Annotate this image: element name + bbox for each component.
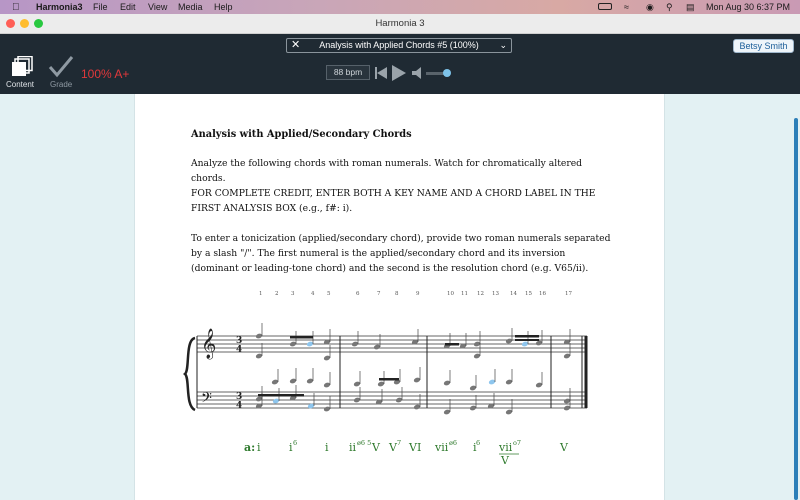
menu-file[interactable]: File (93, 2, 108, 12)
analysis-9: i (473, 441, 477, 454)
window-title: Harmonia 3 (375, 18, 425, 29)
key-label: a: (244, 441, 256, 454)
analysis-2-figure: 6 (293, 439, 298, 447)
analysis-4: ii (349, 441, 357, 454)
beat-number: 15 (525, 291, 532, 297)
user-button[interactable]: Betsy Smith (733, 39, 794, 53)
time-signature-bottom: 4 (236, 345, 243, 355)
apple-icon[interactable] (12, 2, 20, 13)
document-selector[interactable] (286, 38, 512, 53)
analysis-12: V (560, 441, 568, 454)
analysis-7: VI (409, 441, 422, 454)
menu-view[interactable]: View (148, 2, 168, 12)
volume-slider-thumb[interactable] (443, 69, 451, 77)
analysis-9-figure: 6 (476, 439, 481, 447)
document-page (134, 94, 665, 500)
window-titlebar (0, 14, 800, 34)
bass-staff (197, 392, 587, 408)
analysis-1: i (257, 441, 261, 454)
control-center-icon[interactable]: ▤ (686, 2, 695, 12)
content-icon (10, 56, 34, 78)
beat-number: 14 (510, 291, 517, 297)
menu-media[interactable]: Media (178, 2, 203, 12)
beat-number: 4 (311, 291, 315, 297)
beat-number: 1 (259, 291, 263, 297)
play-icon[interactable] (391, 64, 407, 82)
beat-number: 13 (492, 291, 499, 297)
analysis-5: V (372, 441, 380, 454)
beat-number: 2 (275, 291, 279, 297)
analysis-4-figure: ø6 5 (357, 439, 372, 447)
analysis-6: V (389, 441, 397, 454)
app-menu[interactable]: Harmonia3 (36, 2, 83, 12)
wifi-icon[interactable]: ≈ (624, 2, 629, 12)
score-value: 100% A+ (81, 67, 130, 81)
bass-clef-icon: 𝄢 (201, 390, 212, 410)
analysis-10: vii (499, 441, 513, 454)
beat-numbers (259, 291, 572, 297)
volume-slider[interactable] (426, 72, 450, 75)
beat-number: 17 (565, 291, 572, 297)
app-toolbar (0, 34, 800, 94)
beat-number: 11 (461, 291, 468, 297)
instruction-1: Analyze the following chords with roman numerals. Watch for chromatically altered chords. (191, 158, 583, 184)
treble-clef-icon: 𝄞 (201, 329, 217, 359)
menu-edit[interactable]: Edit (120, 2, 136, 12)
beat-number: 16 (539, 291, 546, 297)
battery-icon[interactable] (598, 3, 612, 10)
instruction-2: FOR COMPLETE CREDIT, ENTER BOTH A KEY NAME AND A CHORD LABEL IN THE FIRST ANALYSIS BOX (e.g., f#: i). (191, 188, 596, 214)
time-signature-top: 3 (236, 336, 243, 346)
system-brace (185, 338, 195, 410)
analysis-11: V (501, 454, 509, 467)
menu-bar (0, 0, 800, 14)
document-heading: Analysis with Applied/Secondary Chords (191, 129, 412, 140)
chevron-down-icon[interactable]: ⌄ (499, 40, 507, 50)
beat-number: 8 (395, 291, 399, 297)
analysis-8: vii (435, 441, 449, 454)
music-score (135, 284, 666, 474)
zoom-window-button[interactable] (34, 19, 43, 28)
analysis-6-figure: 7 (397, 439, 402, 447)
close-window-button[interactable] (6, 19, 15, 28)
volume-icon[interactable] (412, 67, 424, 79)
analysis-2: i (289, 441, 293, 454)
beat-number: 5 (327, 291, 331, 297)
grade-button[interactable] (48, 56, 76, 90)
instruction-3: To enter a tonicization (applied/secondary chord), provide two roman numerals separated by a slash "/". The first numeral is the applied/secondary chord and its inversion (dominant or leading-tone chord) and the second is the resolution chord (e.g. V65/ii). (191, 233, 611, 274)
roman-numeral-analysis (244, 439, 569, 467)
treble-staff (197, 336, 587, 352)
minimize-window-button[interactable] (20, 19, 29, 28)
beat-number: 10 (447, 291, 454, 297)
beat-number: 6 (356, 291, 360, 297)
skip-back-icon[interactable] (374, 66, 388, 80)
barlines (197, 336, 586, 408)
content-label: Content (6, 80, 35, 89)
beat-number: 3 (291, 291, 295, 297)
analysis-8-figure: ø6 (449, 439, 458, 447)
clock[interactable]: Mon Aug 30 6:37 PM (706, 2, 791, 12)
search-icon[interactable]: ⚲ (666, 2, 673, 12)
checkmark-icon (48, 56, 74, 78)
vertical-scrollbar[interactable] (794, 118, 798, 500)
grade-label: Grade (50, 80, 73, 89)
time-signature-bottom: 4 (236, 401, 243, 411)
analysis-3: i (325, 441, 329, 454)
beat-number: 12 (477, 291, 484, 297)
menu-help[interactable]: Help (214, 2, 233, 12)
close-document-icon[interactable]: ✕ (291, 39, 301, 51)
content-button[interactable] (6, 56, 38, 90)
tempo-field[interactable]: 88 bpm (326, 65, 370, 80)
user-icon[interactable]: ◉ (646, 2, 654, 12)
time-signature-top: 3 (236, 392, 243, 402)
beat-number: 7 (377, 291, 381, 297)
document-title: Analysis with Applied Chords #5 (100%) (319, 40, 479, 50)
beat-number: 9 (416, 291, 420, 297)
analysis-10-figure: o7 (513, 439, 522, 447)
